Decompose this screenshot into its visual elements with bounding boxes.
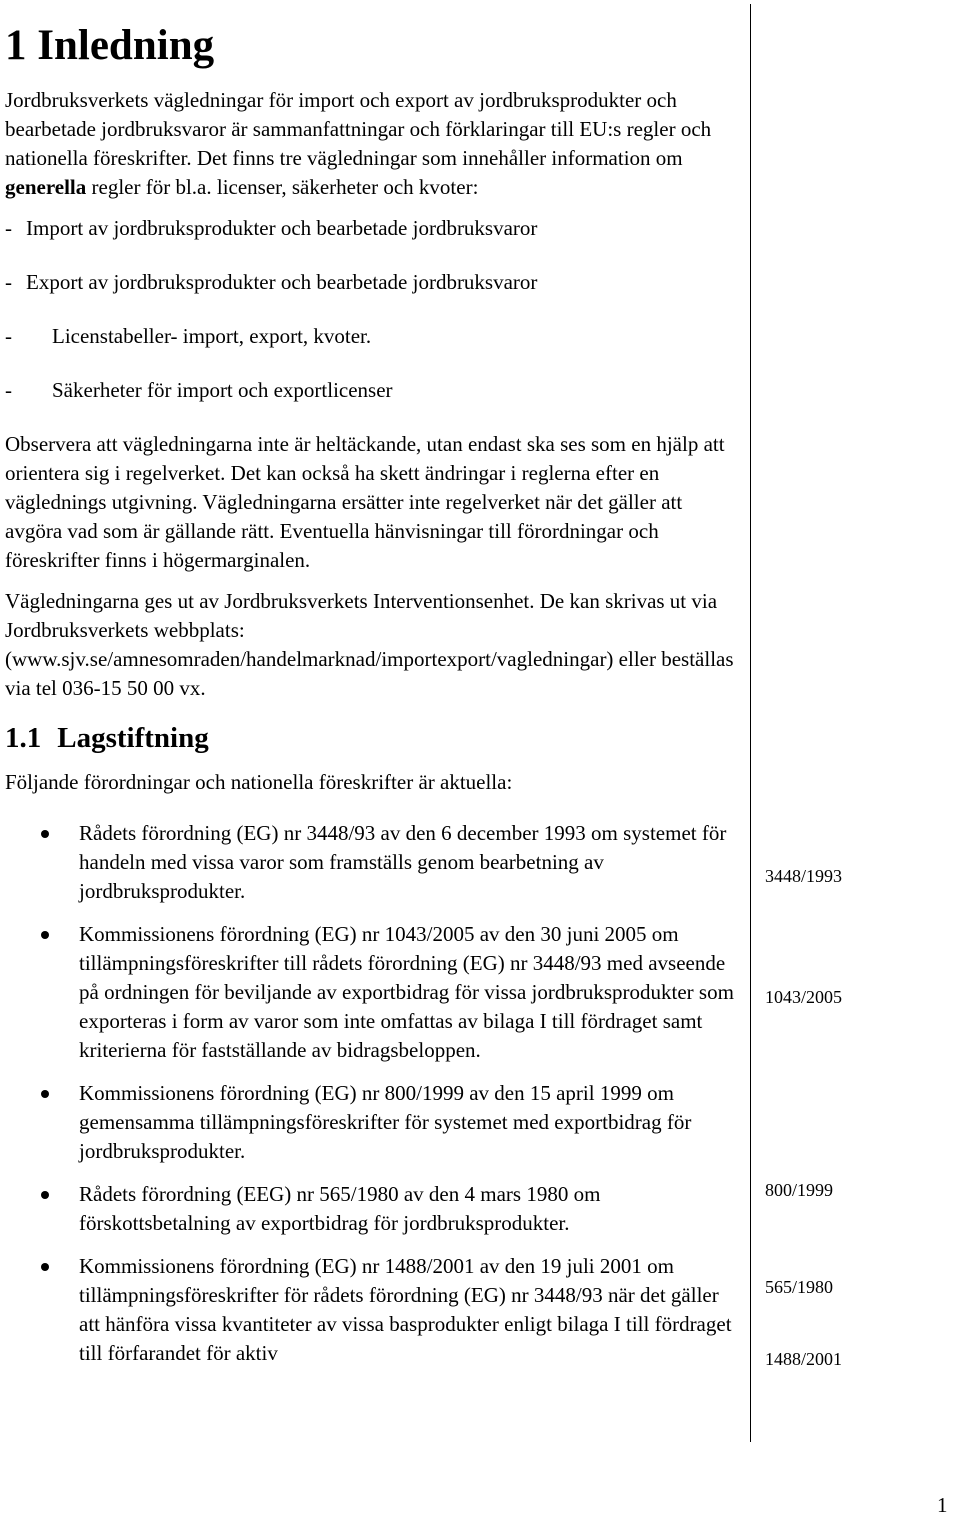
- regulation-text: Kommissionens förordning (EG) nr 1488/2001 av den 19 juli 2001 om tillämpningsföreskrifter för rådets förordning (EG) nr 3448/93 när det gäller att hänföra vissa kvantiteter av vissa basprodukter enligt bilaga I till fördraget till förfarandet för aktiv: [79, 1254, 732, 1365]
- bullet-icon: [41, 1263, 49, 1271]
- chapter-heading: 1 Inledning: [5, 22, 215, 69]
- bullet-icon: [41, 931, 49, 939]
- regulation-item: [5, 1180, 740, 1238]
- margin-reference: 800/1999: [765, 1180, 834, 1200]
- dash-mark: -: [5, 216, 12, 240]
- regulation-text: Kommissionens förordning (EG) nr 1043/2005 av den 30 juni 2005 om tillämpningsföreskrifter till rådets förordning (EG) nr 3448/93 med avseende på ordningen för beviljande av exportbidrag för vissa jordbruksprodukter som exporteras i form av varor som inte omfattas av bilaga I till fördraget samt kriterierna för fastställande av bidragsbeloppen.: [79, 922, 734, 1062]
- regulations-list: [5, 819, 740, 1368]
- dash-list-item: [5, 268, 740, 297]
- intro-text-start: Jordbruksverkets vägledningar för import och export av jordbruksprodukter och bearbetade jordbruksvaror är sammanfattningar och förklaringar till EU:s regler och nationella föreskrifter. Det finns tre vägledningar som innehåller information om: [5, 88, 712, 170]
- regulation-text: Rådets förordning (EEG) nr 565/1980 av den 4 mars 1980 om förskottsbetalning av exportbidrag för jordbruksprodukter.: [79, 1182, 601, 1235]
- dash-list-item: [5, 214, 740, 243]
- regulation-item: [5, 1079, 740, 1166]
- dash-list-item: [5, 376, 740, 405]
- publication-paragraph: Vägledningarna ges ut av Jordbruksverkets Interventionsenhet. De kan skrivas ut via Jordbruksverkets webbplats: (www.sjv.se/amnesomraden/handelmarknad/importexport/vagledningar) eller beställas via tel 036-15 50 00 vx.: [5, 589, 734, 700]
- margin-reference: 565/1980: [765, 1277, 834, 1297]
- margin-divider-line: [750, 4, 751, 1442]
- dash-item-text: Licenstabeller- import, export, kvoter.: [52, 324, 372, 348]
- dash-mark: -: [5, 270, 12, 294]
- regulation-item: [5, 920, 740, 1065]
- document-body: [5, 18, 740, 1382]
- dash-item-text: Import av jordbruksprodukter och bearbetade jordbruksvaror: [26, 216, 538, 240]
- bullet-icon: [41, 1090, 49, 1098]
- margin-reference: 1488/2001: [765, 1349, 843, 1369]
- regulation-item: [5, 1252, 740, 1368]
- bullet-icon: [41, 830, 49, 838]
- margin-reference: 1043/2005: [765, 987, 843, 1007]
- dash-mark: -: [5, 378, 12, 402]
- bullet-icon: [41, 1191, 49, 1199]
- intro-text-end: regler för bl.a. licenser, säkerheter och kvoter:: [86, 175, 479, 199]
- margin-reference: 3448/1993: [765, 866, 843, 886]
- regulations-lead: Följande förordningar och nationella föreskrifter är aktuella:: [5, 770, 513, 794]
- dash-item-text: Säkerheter för import och exportlicenser: [52, 378, 393, 402]
- section-title: Lagstiftning: [57, 722, 209, 754]
- regulation-item: [5, 819, 740, 906]
- dash-mark: -: [5, 324, 12, 348]
- regulation-text: Rådets förordning (EG) nr 3448/93 av den 6 december 1993 om systemet för handeln med vissa varor som framställs genom bearbetning av jordbruksprodukter.: [79, 821, 727, 903]
- section-number: 1.1: [5, 722, 42, 754]
- intro-paragraph: [5, 86, 740, 202]
- regulation-text: Kommissionens förordning (EG) nr 800/1999 av den 15 april 1999 om gemensamma tillämpningsföreskrifter för systemet med exportbidrag för jordbruksprodukter.: [79, 1081, 692, 1163]
- page-number: 1: [937, 1493, 948, 1517]
- section-heading: [5, 718, 740, 758]
- intro-bold-word: generella: [5, 175, 87, 199]
- dash-item-text: Export av jordbruksprodukter och bearbetade jordbruksvaror: [26, 270, 538, 294]
- observe-paragraph: Observera att vägledningarna inte är heltäckande, utan endast ska ses som en hjälp att orientera sig i regelverket. Det kan också ha skett ändringar i reglerna efter en väglednings utgivning. Vägledningarna ersätter inte regelverket när det gäller att avgöra vad som är gällande rätt. Eventuella hänvisningar till förordningar och föreskrifter finns i högermarginalen.: [5, 432, 725, 572]
- dash-list-item: [5, 322, 740, 351]
